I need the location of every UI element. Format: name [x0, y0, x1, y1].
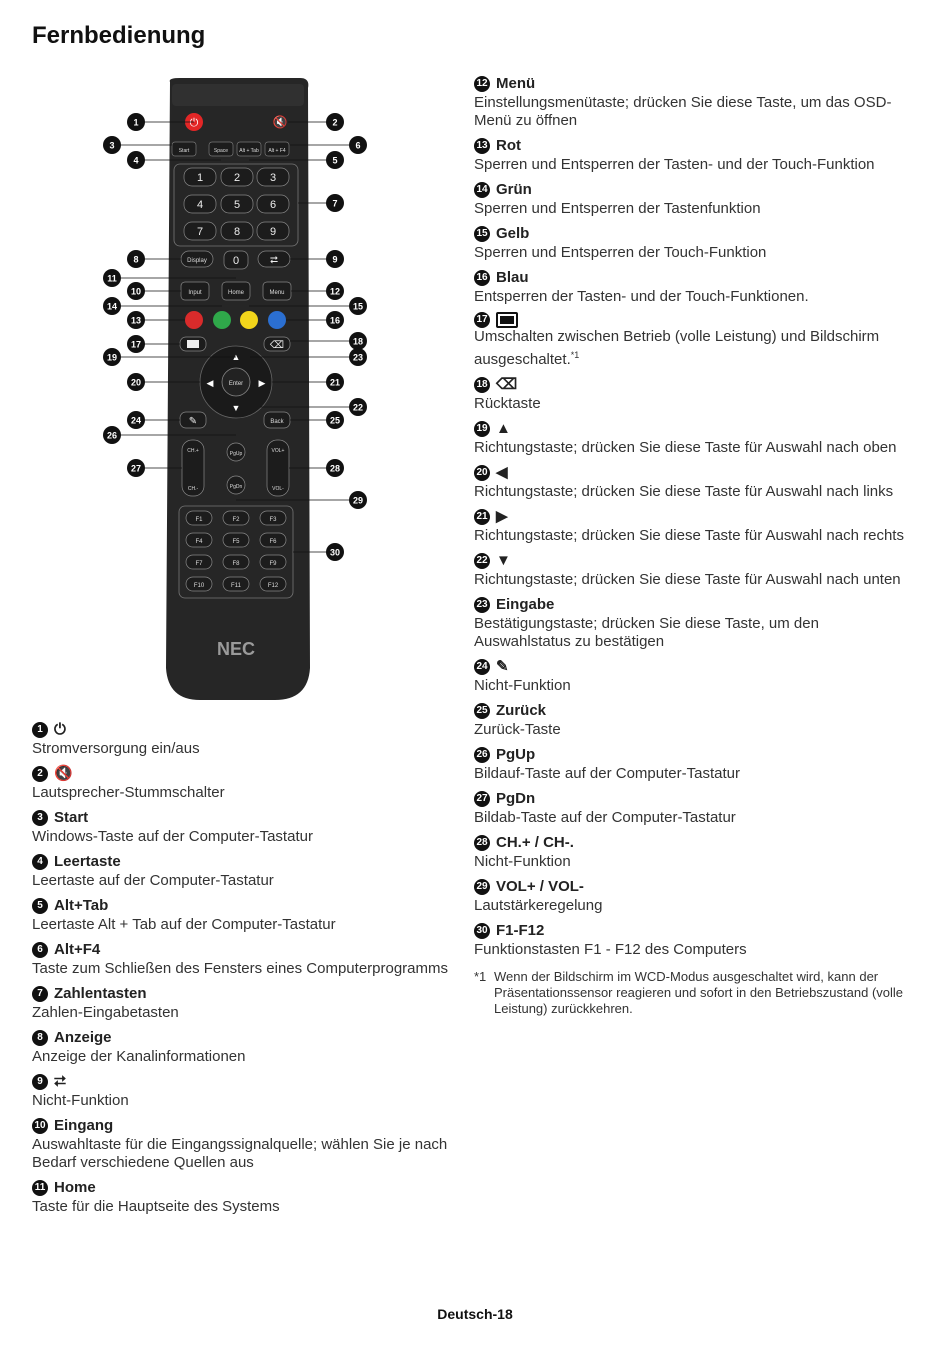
legend-entry	[32, 852, 452, 890]
legend-entry-text: Nicht-Funktion	[474, 853, 571, 870]
legend-entry-heading	[474, 833, 904, 853]
legend-entry-heading	[32, 764, 452, 784]
page-title: Fernbedienung	[32, 22, 206, 49]
legend-entry-title: Home	[54, 1179, 96, 1196]
callout-number: 14	[474, 182, 490, 198]
callout-number: 4	[32, 854, 48, 870]
callout-number: 21	[329, 377, 341, 388]
callout-number: 16	[474, 270, 490, 286]
remote-key-label: Space	[213, 148, 229, 154]
legend-entry-text: Zahlen-Eingabetasten	[32, 1004, 179, 1021]
number-key-label: 4	[196, 199, 204, 211]
callout-number: 19	[106, 352, 118, 363]
callout-number: 20	[130, 377, 142, 388]
legend-entry-title: Menü	[496, 75, 536, 92]
legend-entry-title: Blau	[496, 269, 529, 286]
volume-down-label: VOL-	[272, 486, 284, 492]
legend-entry-heading	[474, 74, 904, 94]
legend-entry-text: Rücktaste	[474, 395, 541, 412]
legend-entry-heading	[474, 921, 904, 941]
legend-entry-description	[474, 897, 904, 915]
legend-entry-description	[474, 200, 904, 218]
callout-number: 5	[332, 155, 338, 166]
legend-entry-description	[474, 328, 904, 369]
legend-entry-heading	[474, 463, 904, 483]
enter-key-label: Enter	[228, 381, 244, 387]
callout-number: 27	[474, 791, 490, 807]
callout-number: 15	[474, 226, 490, 242]
screen-icon	[496, 312, 518, 328]
callout-number: 3	[32, 810, 48, 826]
callout-number: 5	[32, 898, 48, 914]
callout-number: 6	[355, 140, 361, 151]
callout-number: 9	[32, 1074, 48, 1090]
callout-number: 25	[474, 703, 490, 719]
footnote-reference: *1	[570, 350, 580, 360]
legend-entry-text: Leertaste Alt + Tab auf der Computer-Tastatur	[32, 916, 336, 933]
legend-entry-description	[474, 483, 904, 501]
legend-entry-heading	[474, 136, 904, 156]
legend-entry-description	[474, 941, 904, 959]
legend-entry	[474, 877, 904, 915]
legend-entry-heading	[32, 1178, 452, 1198]
blue-button	[268, 311, 286, 329]
legend-entry-text: Windows-Taste auf der Computer-Tastatur	[32, 828, 313, 845]
arrow-down-icon: ▼	[496, 552, 511, 569]
callout-number: 23	[474, 597, 490, 613]
callout-number: 10	[32, 1118, 48, 1134]
callout-number: 22	[352, 402, 364, 413]
legend-entry-description	[474, 156, 904, 174]
arrow-right-icon: ▶	[258, 378, 266, 388]
legend-entry	[474, 833, 904, 871]
power-icon: ⏻	[189, 117, 199, 129]
legend-entry-description	[474, 765, 904, 783]
back-key-label: Back	[270, 419, 284, 425]
green-button	[213, 311, 231, 329]
legend-entry-text: Richtungstaste; drücken Sie diese Taste für Auswahl nach links	[474, 483, 894, 500]
callout-number: 17	[130, 339, 142, 350]
legend-entry-heading	[474, 180, 904, 200]
remote-key-label: Alt + F4	[268, 148, 286, 154]
legend-entry-description	[32, 1136, 452, 1172]
loop-icon: ⮂	[54, 1073, 67, 1090]
legend-entry-description	[32, 960, 452, 978]
callout-number: 19	[474, 421, 490, 437]
legend-entry-text: Sperren und Entsperren der Touch-Funktion	[474, 244, 767, 261]
legend-entry-heading	[32, 720, 452, 740]
legend-entry	[474, 551, 904, 589]
legend-entry-heading	[32, 984, 452, 1004]
callout-number: 15	[352, 301, 364, 312]
callout-number: 9	[332, 254, 338, 265]
callout-number: 13	[130, 315, 142, 326]
legend-entry-description	[474, 571, 904, 589]
legend-entry	[32, 764, 452, 802]
callout-number: 21	[474, 509, 490, 525]
legend-entry	[474, 224, 904, 262]
legend-entry-heading	[32, 1028, 452, 1048]
legend-entry-text: Richtungstaste; drücken Sie diese Taste für Auswahl nach rechts	[474, 527, 904, 544]
pgdn-key-label: PgDn	[229, 484, 243, 490]
callout-number: 7	[32, 986, 48, 1002]
number-key-label: 5	[233, 199, 241, 211]
pen-icon: ✎	[496, 658, 509, 675]
legend-entry-description	[474, 615, 904, 651]
legend-entry-heading	[32, 896, 452, 916]
display-key-label: Display	[187, 258, 207, 264]
legend-entry	[474, 74, 904, 130]
legend-entry-description	[32, 784, 452, 802]
legend-entry	[32, 1028, 452, 1066]
legend-entry-title: Gelb	[496, 225, 530, 242]
callout-number: 26	[474, 747, 490, 763]
function-key-label: F12	[267, 583, 279, 589]
callout-number: 26	[106, 430, 118, 441]
legend-entry	[474, 701, 904, 739]
callout-number: 30	[329, 547, 341, 558]
callout-number: 8	[133, 254, 139, 265]
callout-number: 16	[329, 315, 341, 326]
legend-entry	[474, 745, 904, 783]
number-key-label: 8	[233, 226, 241, 238]
yellow-button	[240, 311, 258, 329]
legend-entry	[32, 1178, 452, 1216]
legend-entry-text: Richtungstaste; drücken Sie diese Taste für Auswahl nach oben	[474, 439, 897, 456]
legend-entry-text: Lautstärkeregelung	[474, 897, 603, 914]
legend-entry	[32, 896, 452, 934]
pen-icon: ✎	[188, 416, 198, 427]
legend-entry-text: Auswahltaste für die Eingangssignalquelle; wählen Sie je nach Bedarf verschiedene Quellen aus	[32, 1136, 448, 1171]
legend-entry-title: PgDn	[496, 790, 536, 807]
arrow-left-icon: ◀	[496, 464, 508, 481]
legend-entry-heading	[474, 224, 904, 244]
callout-number: 7	[332, 198, 338, 209]
legend-entry-heading	[474, 789, 904, 809]
legend-entry-description	[32, 1048, 452, 1066]
number-key-label: 3	[269, 172, 277, 184]
number-key-label: 1	[196, 172, 204, 184]
arrow-right-icon: ▶	[496, 508, 508, 525]
legend-entry-text: Sperren und Entsperren der Tasten- und der Touch-Funktion	[474, 156, 875, 173]
legend-entry-text: Bildab-Taste auf der Computer-Tastatur	[474, 809, 736, 826]
legend-entry-title: CH.+ / CH-.	[496, 834, 574, 851]
legend-entry-text: Taste für die Hauptseite des Systems	[32, 1198, 280, 1215]
legend-entry-heading	[474, 551, 904, 571]
legend-entry-description	[474, 853, 904, 871]
legend-entry-description	[474, 94, 904, 130]
function-key-label: F6	[269, 539, 277, 545]
legend-entry	[32, 720, 452, 758]
callout-number: 10	[130, 286, 142, 297]
legend-entry	[474, 657, 904, 695]
legend-entry-title: F1-F12	[496, 922, 545, 939]
function-key-label: F8	[232, 561, 240, 567]
legend-entry-text: Stromversorgung ein/aus	[32, 740, 200, 757]
legend-entry-text: Bestätigungstaste; drücken Sie diese Taste, um den Auswahlstatus zu bestätigen	[474, 615, 819, 650]
legend-entry-heading	[474, 507, 904, 527]
callout-number: 28	[474, 835, 490, 851]
legend-entry-title: PgUp	[496, 746, 536, 763]
callout-number: 11	[32, 1180, 48, 1196]
legend-entry-title: Eingang	[54, 1117, 114, 1134]
remote-key-label: Input	[188, 290, 202, 296]
callout-number: 23	[352, 352, 364, 363]
legend-entry	[474, 375, 904, 413]
legend-entry-description	[32, 828, 452, 846]
legend-entry-heading	[474, 268, 904, 288]
function-key-label: F1	[195, 517, 203, 523]
volume-up-label: VOL+	[271, 448, 285, 454]
callout-number: 28	[329, 463, 341, 474]
legend-entry-heading	[32, 808, 452, 828]
legend-entry-heading	[474, 312, 904, 328]
legend-entry-description	[32, 916, 452, 934]
legend-entry-heading	[474, 375, 904, 395]
legend-entry	[474, 789, 904, 827]
function-key-label: F11	[231, 583, 241, 589]
legend-entry	[474, 136, 904, 174]
callout-number: 20	[474, 465, 490, 481]
channel-up-label: CH.+	[187, 448, 199, 454]
legend-entry-description	[32, 740, 452, 758]
legend-entry-heading	[32, 852, 452, 872]
legend-entry-title: VOL+ / VOL-	[496, 878, 584, 895]
callout-number: 17	[474, 312, 490, 328]
remote-key-label: Menu	[269, 290, 285, 296]
legend-entry-description	[474, 721, 904, 739]
legend-entry-title: Grün	[496, 181, 532, 198]
page-footer: Deutsch-18	[437, 1306, 513, 1322]
legend-entry	[474, 180, 904, 218]
legend-entry	[32, 984, 452, 1022]
callout-number: 22	[474, 553, 490, 569]
legend-entry-heading	[474, 877, 904, 897]
number-key-label: 0	[232, 255, 240, 267]
legend-entry-description	[474, 809, 904, 827]
arrow-down-icon: ▼	[231, 403, 241, 413]
remote-key-label: Home	[227, 290, 245, 296]
function-key-label: F5	[232, 539, 240, 545]
number-key-label: 9	[269, 226, 277, 238]
callout-number: 3	[109, 140, 115, 151]
legend-entry-title: Leertaste	[54, 853, 121, 870]
legend-entry	[474, 312, 904, 369]
brand-logo: NEC	[216, 639, 256, 659]
legend-entry-title: Zahlentasten	[54, 985, 147, 1002]
callout-number: 30	[474, 923, 490, 939]
legend-entry-heading	[32, 1116, 452, 1136]
callout-number: 1	[133, 117, 139, 128]
arrow-left-icon: ◀	[206, 378, 214, 388]
callout-number: 13	[474, 138, 490, 154]
remote-illustration	[100, 78, 375, 703]
legend-entry-description	[474, 288, 904, 306]
callout-number: 11	[107, 273, 117, 284]
callout-number: 1	[32, 722, 48, 738]
power-icon: ⏻	[54, 721, 66, 738]
arrow-up-icon: ▲	[496, 420, 511, 437]
mute-icon: 🔇	[54, 765, 73, 782]
callout-number: 27	[130, 463, 142, 474]
legend-entry-title: Rot	[496, 137, 521, 154]
arrow-up-icon: ▲	[231, 352, 241, 362]
legend-entry-description	[474, 395, 904, 413]
callout-number: 24	[474, 659, 490, 675]
number-key-label: 7	[196, 226, 204, 238]
legend-entry-heading	[474, 595, 904, 615]
legend-entry-text: Einstellungsmenütaste; drücken Sie diese Taste, um das OSD-Menü zu öffnen	[474, 94, 892, 129]
number-key-label: 2	[233, 172, 241, 184]
function-key-label: F3	[269, 517, 277, 523]
callout-number: 2	[32, 766, 48, 782]
remote-key-label: Alt + Tab	[239, 148, 259, 154]
remote-key-label: Start	[178, 148, 190, 154]
pgup-key-label: PgUp	[229, 451, 243, 457]
channel-down-label: CH.-	[187, 486, 199, 492]
legend-entry-text: Entsperren der Tasten- und der Touch-Funktionen.	[474, 288, 809, 305]
legend-entry	[32, 1072, 452, 1110]
legend-entry-description	[474, 439, 904, 457]
legend-entry-text: Anzeige der Kanalinformationen	[32, 1048, 246, 1065]
legend-entry-title: Anzeige	[54, 1029, 112, 1046]
callout-number: 24	[130, 415, 142, 426]
legend-entry-text: Umschalten zwischen Betrieb (volle Leistung) und Bildschirm ausgeschaltet.	[474, 328, 880, 368]
legend-entry-title: Eingabe	[496, 596, 555, 613]
callout-number: 12	[474, 76, 490, 92]
callout-number: 8	[32, 1030, 48, 1046]
legend-entry	[32, 940, 452, 978]
callout-number: 12	[329, 286, 341, 297]
legend-entry	[474, 419, 904, 457]
callout-number: 18	[352, 336, 364, 347]
callout-number: 2	[332, 117, 338, 128]
screen-icon	[187, 340, 199, 348]
legend-entry-heading	[474, 701, 904, 721]
callout-number: 25	[329, 415, 341, 426]
legend-entry-heading	[474, 657, 904, 677]
function-key-label: F2	[232, 517, 240, 523]
function-key-label: F9	[269, 561, 277, 567]
legend-entry	[32, 808, 452, 846]
legend-entry	[474, 463, 904, 501]
legend-entry-heading	[474, 745, 904, 765]
footnote	[474, 969, 904, 1017]
legend-entry-text: Funktionstasten F1 - F12 des Computers	[474, 941, 747, 958]
legend-entry-title: Start	[54, 809, 89, 826]
ir-window	[172, 84, 304, 106]
callout-number: 29	[474, 879, 490, 895]
legend-entry-text: Nicht-Funktion	[32, 1092, 129, 1109]
legend-entry-description	[474, 244, 904, 262]
legend-entry-title: Zurück	[496, 702, 547, 719]
legend-entry-description	[474, 677, 904, 695]
legend-entry	[474, 921, 904, 959]
remote-svg	[100, 78, 375, 703]
callout-number: 18	[474, 377, 490, 393]
legend-entry-description	[32, 1198, 452, 1216]
loop-icon: ⮂	[270, 255, 278, 266]
legend-entry-title: Alt+Tab	[54, 897, 109, 914]
legend-entry-description	[32, 872, 452, 890]
legend-entry-text: Lautsprecher-Stummschalter	[32, 784, 225, 801]
callout-number: 29	[352, 495, 364, 506]
number-key-label: 6	[269, 199, 277, 211]
callout-number: 4	[133, 155, 139, 166]
legend-entry-heading	[32, 1072, 452, 1092]
callout-number: 14	[106, 301, 118, 312]
legend-entry-text: Bildauf-Taste auf der Computer-Tastatur	[474, 765, 740, 782]
legend-entry	[474, 268, 904, 306]
legend-entry-text: Taste zum Schließen des Fensters eines Computerprogramms	[32, 960, 449, 977]
legend-entry-text: Richtungstaste; drücken Sie diese Taste für Auswahl nach unten	[474, 571, 901, 588]
legend-entry-description	[32, 1004, 452, 1022]
legend-entry-description	[474, 527, 904, 545]
legend-entry-text: Nicht-Funktion	[474, 677, 571, 694]
mute-icon: 🔇	[272, 115, 288, 129]
legend-entry-title: Alt+F4	[54, 941, 101, 958]
legend-entry	[474, 507, 904, 545]
callout-number: 6	[32, 942, 48, 958]
legend-entry-text: Zurück-Taste	[474, 721, 561, 738]
footnote-mark: *1	[474, 969, 487, 984]
backspace-icon: ⌫	[496, 376, 518, 393]
legend-entry	[32, 1116, 452, 1172]
backspace-icon: ⌫	[269, 340, 285, 351]
function-key-label: F7	[195, 561, 203, 567]
legend-entry-text: Leertaste auf der Computer-Tastatur	[32, 872, 274, 889]
right-description-column	[474, 74, 904, 1017]
red-button	[185, 311, 203, 329]
legend-entry-heading	[32, 940, 452, 960]
footnote-text: Wenn der Bildschirm im WCD-Modus ausgeschaltet wird, kann der Präsentationssensor reagieren und sofort in den Betriebszustand (volle Leistung) zurückkehren.	[494, 969, 904, 1016]
function-key-label: F10	[193, 583, 205, 589]
function-key-label: F4	[195, 539, 203, 545]
legend-entry-heading	[474, 419, 904, 439]
legend-entry	[474, 595, 904, 651]
legend-entry-description	[32, 1092, 452, 1110]
left-description-column	[32, 720, 452, 1222]
legend-entry-text: Sperren und Entsperren der Tastenfunktion	[474, 200, 761, 217]
